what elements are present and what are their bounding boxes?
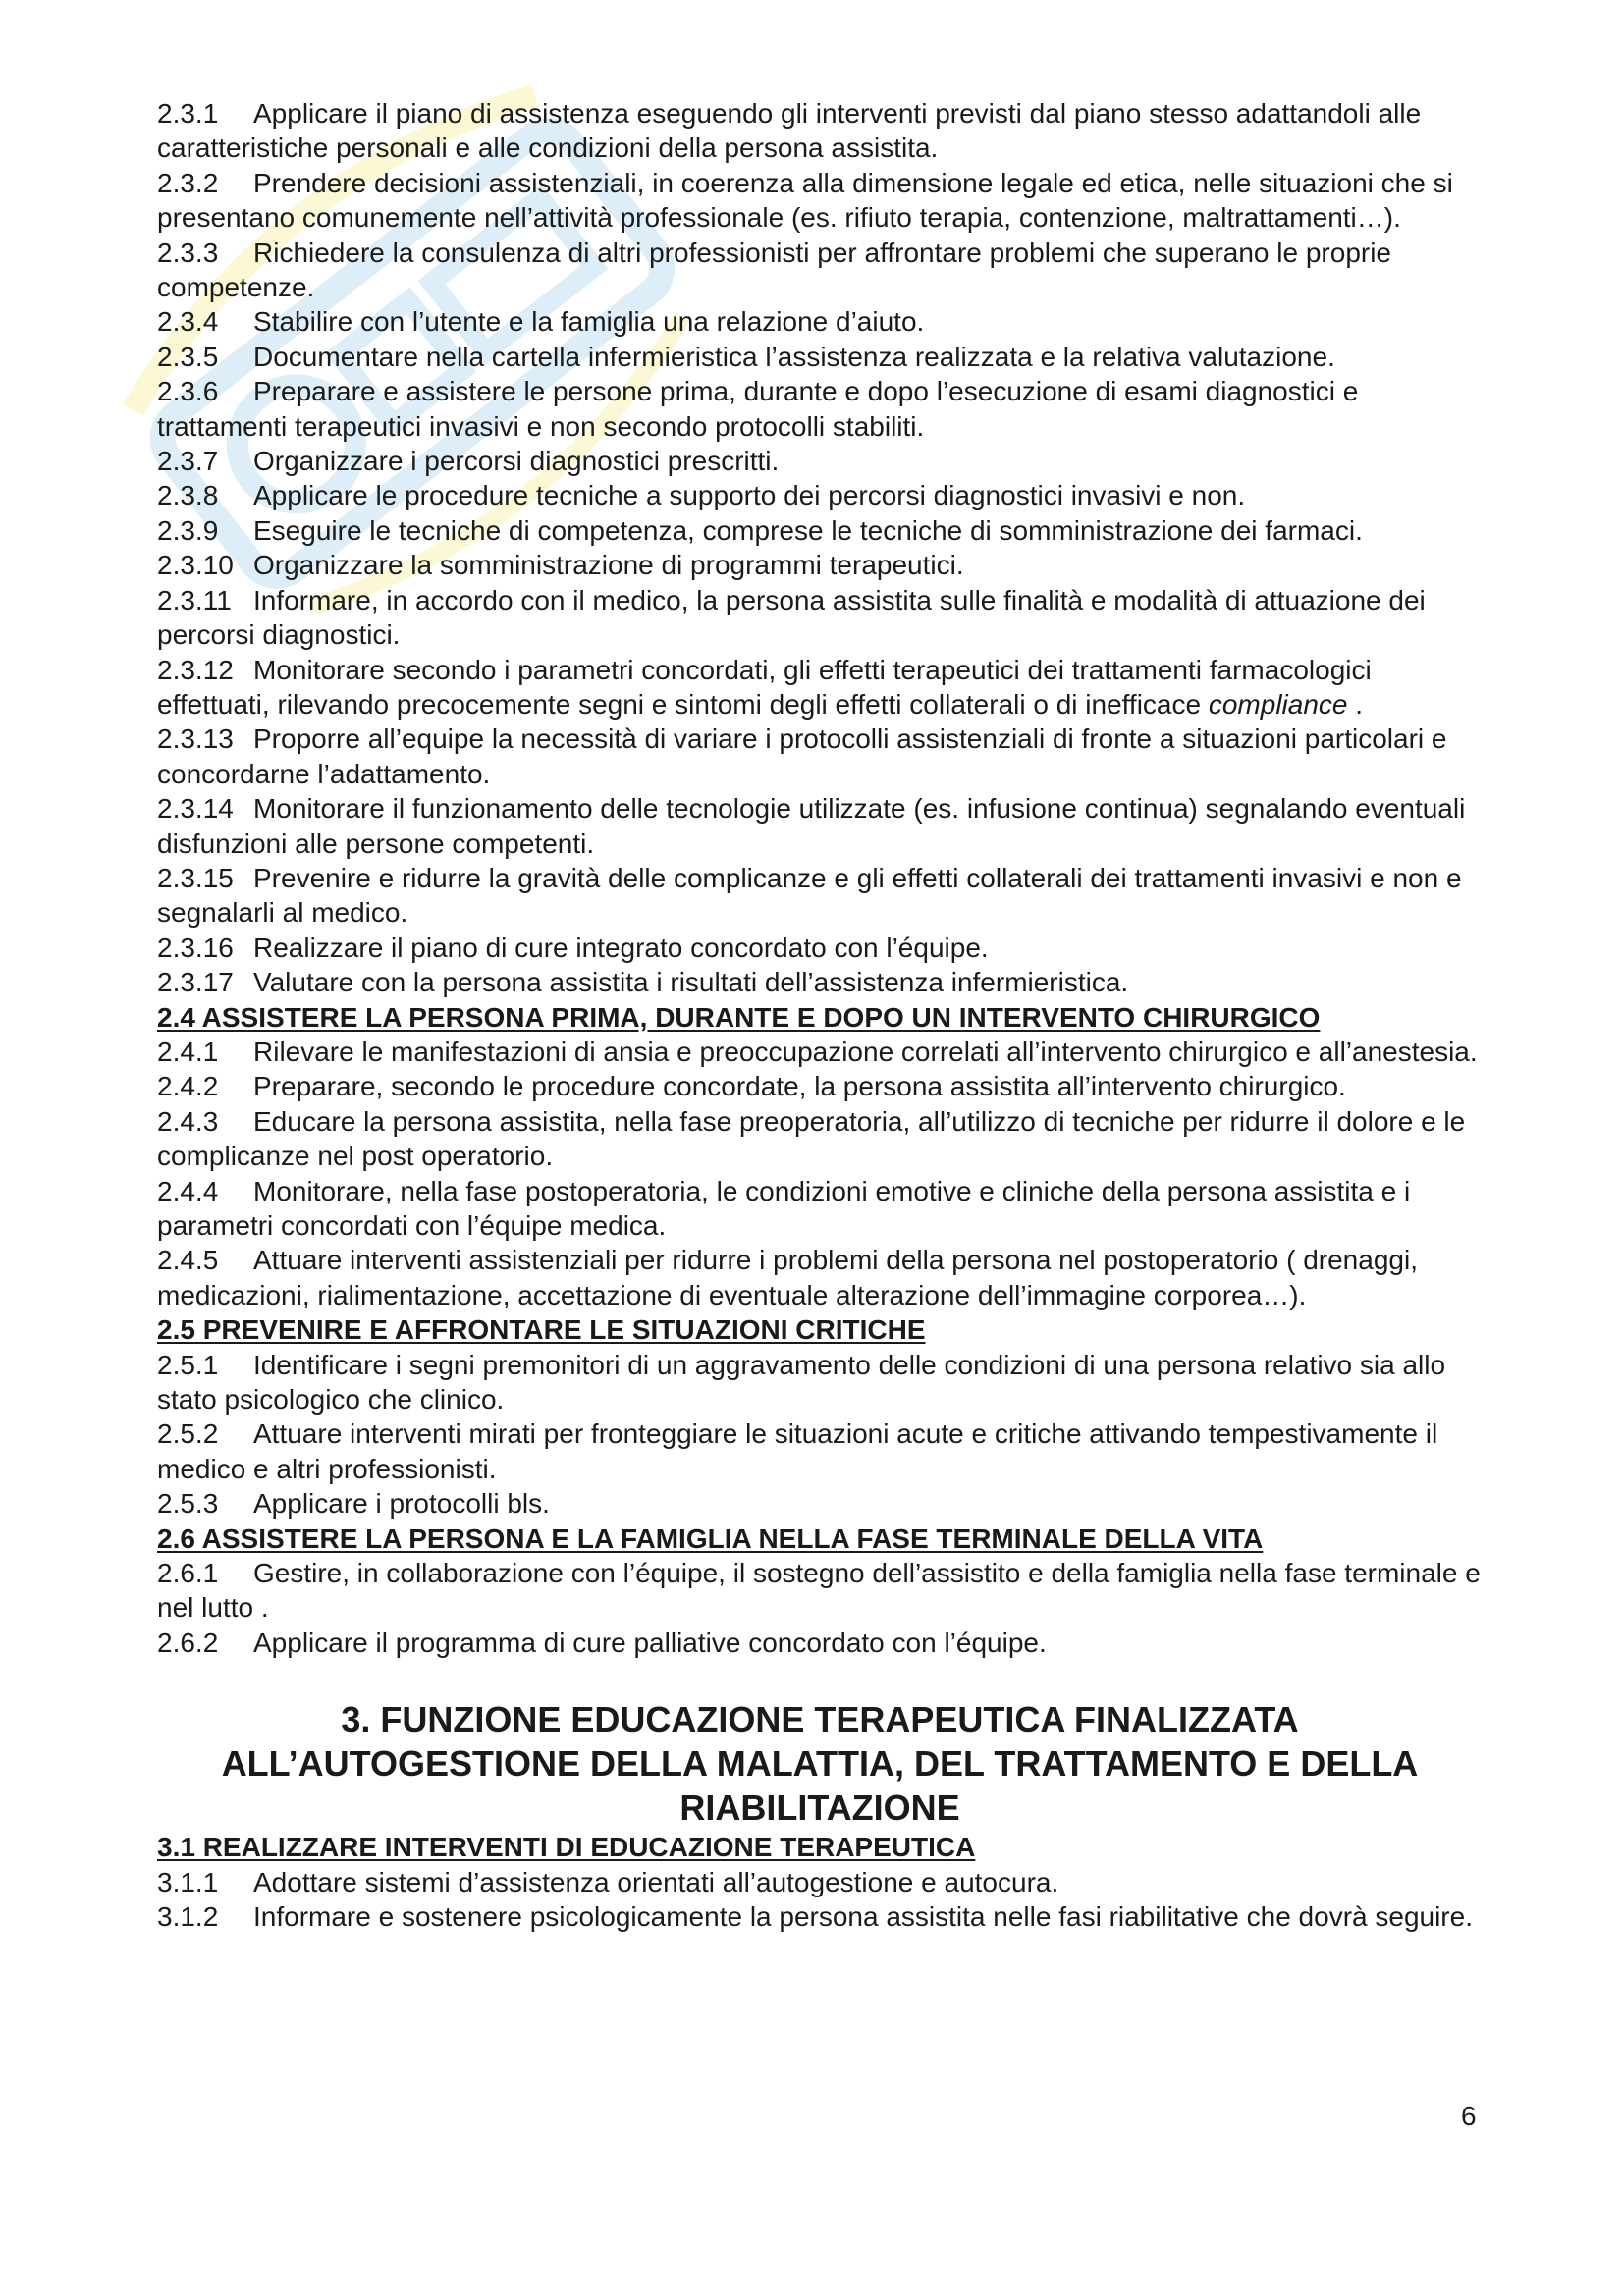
list-item <box>157 513 1483 548</box>
item-number: 2.3.5 <box>157 341 219 372</box>
list-item <box>157 583 1483 653</box>
section-2-6-heading: 2.6 ASSISTERE LA PERSONA E LA FAMIGLIA NELLA FASE TERMINALE DELLA VITA <box>157 1522 1264 1554</box>
list-item <box>157 1348 1483 1417</box>
item-text: Realizzare il piano di cure integrato concordato con l’équipe. <box>253 932 989 963</box>
item-number: 3.1.1 <box>157 1866 219 1897</box>
item-text: Richiedere la consulenza di altri professionisti per affrontare problemi che superano le proprie competenze. <box>157 237 1392 303</box>
list-item <box>157 340 1483 374</box>
item-number: 2.3.12 <box>157 654 234 685</box>
item-number: 2.3.13 <box>157 723 234 755</box>
item-number: 3.1.2 <box>157 1901 219 1933</box>
item-text: Preparare, secondo le procedure concordate, la persona assistita all’intervento chirurgico. <box>253 1071 1346 1102</box>
item-text: Informare, in accordo con il medico, la persona assistita sulle finalità e modalità di attuazione dei percorsi diagnostici. <box>157 584 1426 651</box>
item-text: Applicare il programma di cure palliative concordato con l’équipe. <box>253 1627 1047 1658</box>
item-text: Educare la persona assistita, nella fase preoperatoria, all’utilizzo di tecniche per ridurre il dolore e le complicanze nel post operatorio. <box>157 1105 1466 1172</box>
item-text: Valutare con la persona assistita i risultati dell’assistenza infermieristica. <box>253 967 1129 998</box>
item-text: Gestire, in collaborazione con l’équipe, il sostegno dell’assistito e della famiglia nella fase terminale e nel lutto . <box>157 1558 1481 1624</box>
item-number: 2.3.1 <box>157 98 219 129</box>
item-text: Prendere decisioni assistenziali, in coerenza alla dimensione legale ed etica, nelle situazioni che si presentano comunemente nell’attività professionale (es. rifiuto terapia, contenzione, maltrattamenti…). <box>157 167 1453 234</box>
list-item <box>157 1416 1483 1486</box>
item-text: Rilevare le manifestazioni di ansia e preoccupazione correlati all’intervento chirurgico e all’anestesia. <box>253 1036 1478 1067</box>
list-item <box>157 478 1483 512</box>
list-item <box>157 166 1483 236</box>
list-item <box>157 931 1483 965</box>
item-text: Eseguire le tecniche di competenza, comprese le tecniche di somministrazione dei farmaci. <box>253 514 1363 546</box>
item-number: 2.3.3 <box>157 237 219 268</box>
item-number: 2.3.10 <box>157 550 234 581</box>
section-2-4-heading: 2.4 ASSISTERE LA PERSONA PRIMA, DURANTE E DOPO UN INTERVENTO CHIRURGICO <box>157 1001 1321 1033</box>
list-item <box>157 965 1483 999</box>
list-item <box>157 1899 1483 1934</box>
list-item <box>157 1626 1483 1660</box>
item-text: Applicare il piano di assistenza eseguendo gli interventi previsti dal piano stesso adattandoli alle caratteristiche personali e alle condizioni della persona assistita. <box>157 98 1422 164</box>
item-text: Preparare e assistere le persone prima, durante e dopo l’esecuzione di esami diagnostici e trattamenti terapeutici invasivi e non secondo protocolli stabiliti. <box>157 376 1359 442</box>
item-text: Documentare nella cartella infermieristica l’assistenza realizzata e la relativa valutazione. <box>253 341 1335 372</box>
item-number: 2.4.3 <box>157 1105 219 1137</box>
item-text: Monitorare secondo i parametri concordati, gli effetti terapeutici dei trattamenti farmacologici effettuati, rilevando precocemente segni e sintomi degli effetti collaterali o di inefficace <box>157 654 1372 720</box>
item-text: Monitorare il funzionamento delle tecnologie utilizzate (es. infusione continua) segnalando eventuali disfunzioni alle persone competenti. <box>157 793 1466 859</box>
item-number: 2.5.3 <box>157 1488 219 1520</box>
list-item <box>157 96 1483 166</box>
item-text: Applicare le procedure tecniche a supporto dei percorsi diagnostici invasivi e non. <box>253 480 1246 511</box>
item-number: 2.4.4 <box>157 1175 219 1206</box>
section-2-4-list <box>157 1035 1483 1312</box>
item-number: 2.3.2 <box>157 167 219 198</box>
item-number: 2.3.15 <box>157 862 234 893</box>
list-item <box>157 861 1483 931</box>
item-text: Informare e sostenere psicologicamente la persona assistita nelle fasi riabilitative che dovrà seguire. <box>253 1901 1473 1933</box>
list-item <box>157 1104 1483 1174</box>
list-item <box>157 1035 1483 1069</box>
item-tail: . <box>1347 688 1364 720</box>
list-item <box>157 653 1483 722</box>
list-item <box>157 721 1483 791</box>
list-item <box>157 444 1483 478</box>
list-item <box>157 236 1483 305</box>
chapter-3-title: 3. FUNZIONE EDUCAZIONE TERAPEUTICA FINALIZZATA ALL’AUTOGESTIONE DELLA MALATTIA, DEL TRATTAMENTO E DELLA RIABILITAZIONE <box>221 1699 1419 1829</box>
item-number: 2.3.11 <box>157 584 232 615</box>
item-emphasis: compliance <box>1208 688 1348 720</box>
section-2-3-list <box>157 96 1483 1000</box>
item-number: 2.3.14 <box>157 793 234 825</box>
list-item <box>157 791 1483 861</box>
list-item <box>157 1174 1483 1244</box>
list-item <box>157 304 1483 339</box>
item-text: Adottare sistemi d’assistenza orientati all’autogestione e autocura. <box>253 1866 1059 1897</box>
item-text: Monitorare, nella fase postoperatoria, le condizioni emotive e cliniche della persona assistita e i parametri concordati con l’équipe medica. <box>157 1175 1411 1241</box>
item-number: 2.3.9 <box>157 514 219 546</box>
list-item <box>157 1556 1483 1626</box>
section-3-1-list <box>157 1865 1483 1935</box>
item-number: 2.3.16 <box>157 932 234 963</box>
list-item <box>157 374 1483 444</box>
item-number: 2.4.5 <box>157 1245 219 1276</box>
section-2-5-list <box>157 1348 1483 1522</box>
item-text: Proporre all’equipe la necessità di variare i protocolli assistenziali di fronte a situazioni particolari e concordarne l’adattamento. <box>157 723 1447 789</box>
document-page <box>157 96 1483 1935</box>
item-text: Identificare i segni premonitori di un aggravamento delle condizioni di una persona relativo sia allo stato psicologico che clinico. <box>157 1349 1446 1415</box>
page-number: 6 <box>1461 2101 1477 2131</box>
list-item <box>157 1069 1483 1103</box>
list-item <box>157 1865 1483 1899</box>
section-2-5-heading: 2.5 PREVENIRE E AFFRONTARE LE SITUAZIONI CRITICHE <box>157 1314 926 1346</box>
item-text: Attuare interventi assistenziali per ridurre i problemi della persona nel postoperatorio ( drenaggi, medicazioni, rialimentazione, accettazione di eventuale alterazione dell’immagine corporea…). <box>157 1245 1418 1310</box>
item-number: 2.3.17 <box>157 967 234 998</box>
item-text: Attuare interventi mirati per fronteggiare le situazioni acute e critiche attivando tempestivamente il medico e altri professionisti. <box>157 1418 1438 1484</box>
item-number: 2.6.2 <box>157 1627 219 1658</box>
item-number: 2.3.8 <box>157 480 219 511</box>
section-3-1-heading: 3.1 REALIZZARE INTERVENTI DI EDUCAZIONE TERAPEUTICA <box>157 1832 976 1863</box>
list-item <box>157 1486 1483 1521</box>
item-number: 2.4.2 <box>157 1071 219 1102</box>
item-number: 2.5.1 <box>157 1349 219 1380</box>
list-item <box>157 1243 1483 1312</box>
item-text: Prevenire e ridurre la gravità delle complicanze e gli effetti collaterali dei trattamenti invasivi e non e segnalarli al medico. <box>157 862 1462 929</box>
item-text: Applicare i protocolli bls. <box>253 1488 550 1520</box>
item-number: 2.4.1 <box>157 1036 219 1067</box>
list-item <box>157 548 1483 582</box>
item-number: 2.3.4 <box>157 306 219 338</box>
item-number: 2.5.2 <box>157 1418 219 1450</box>
item-text: Organizzare i percorsi diagnostici prescritti. <box>253 446 780 477</box>
item-text: Stabilire con l’utente e la famiglia una relazione d’aiuto. <box>253 306 925 338</box>
section-2-6-list <box>157 1556 1483 1660</box>
item-text: Organizzare la somministrazione di programmi terapeutici. <box>253 550 964 581</box>
item-number: 2.3.6 <box>157 376 219 407</box>
item-number: 2.3.7 <box>157 446 219 477</box>
item-number: 2.6.1 <box>157 1558 219 1589</box>
